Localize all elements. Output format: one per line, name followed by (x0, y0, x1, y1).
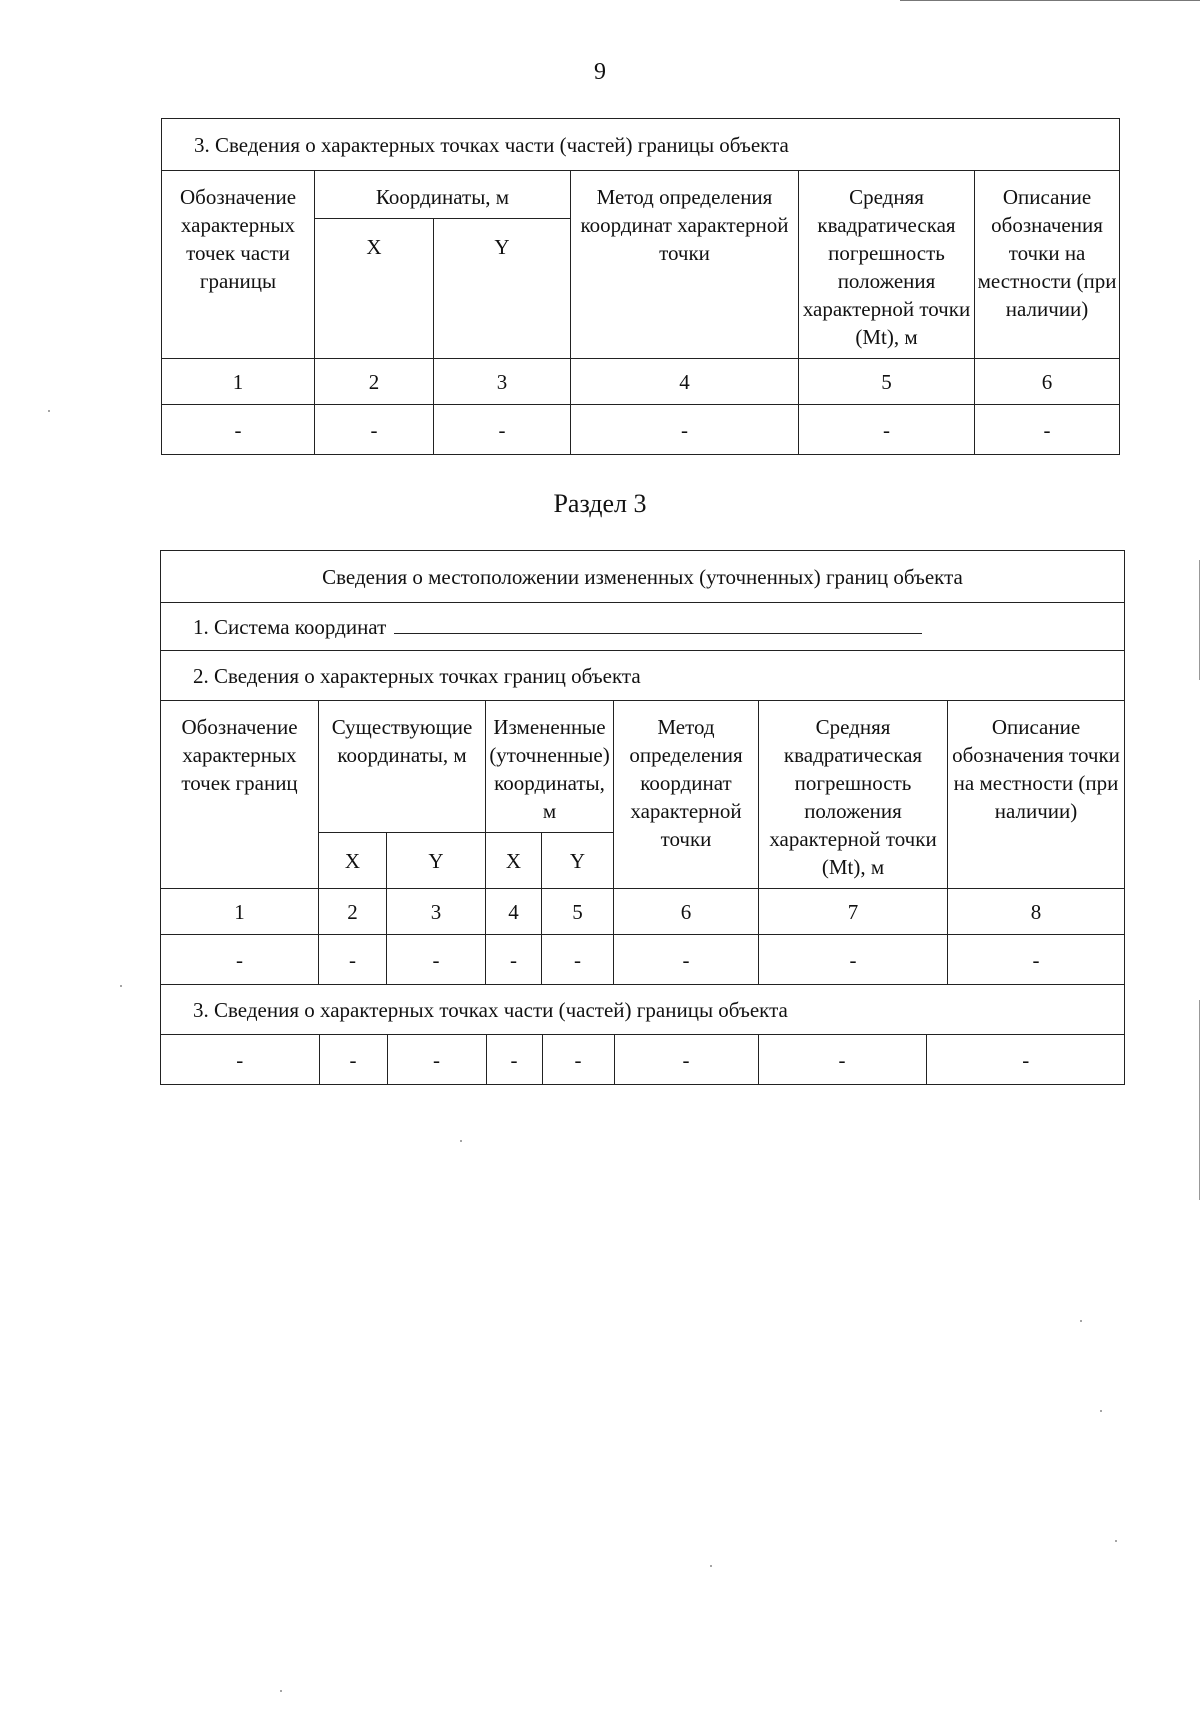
column-number: 1 (162, 359, 315, 405)
column-number: 3 (387, 889, 486, 935)
table-cell: - (387, 1035, 486, 1084)
table-row (161, 935, 1125, 985)
header-changed-coordinates: Измененные (уточненные) координаты, м (486, 701, 614, 833)
header-method: Метод определения координат характерной точки (614, 701, 759, 889)
table-cell: - (614, 935, 759, 985)
table-cell: - (162, 405, 315, 455)
scan-speck (1100, 1410, 1102, 1412)
table-cell: - (319, 1035, 387, 1084)
column-number: 5 (799, 359, 975, 405)
header-existing-y: Y (387, 833, 486, 889)
table-cell: - (161, 1035, 319, 1084)
scan-speck (1080, 1320, 1082, 1322)
scan-edge-line (900, 0, 1200, 1)
coordinate-system-row (161, 603, 1125, 651)
table-cell: - (542, 1035, 614, 1084)
header-description: Описание обозначения точки на местности (при наличии) (975, 171, 1120, 359)
table-cell: - (319, 935, 387, 985)
coordinate-system-label: 1. Система координат (193, 614, 387, 639)
column-number: 3 (434, 359, 571, 405)
table-cell: - (387, 935, 486, 985)
header-existing-x: X (319, 833, 387, 889)
table-cell: - (161, 935, 319, 985)
scan-speck (460, 1140, 462, 1142)
scan-speck (1115, 1540, 1117, 1542)
column-number: 2 (319, 889, 387, 935)
header-y: Y (434, 219, 571, 359)
table-cell: - (758, 1035, 926, 1084)
table-cell: - (799, 405, 975, 455)
column-number: 1 (161, 889, 319, 935)
part-row-table (161, 1035, 1125, 1084)
part-row-container (161, 1035, 1125, 1085)
header-designation: Обозначение характерных точек границ (161, 701, 319, 889)
header-designation: Обозначение характерных точек части границы (162, 171, 315, 359)
column-number: 6 (975, 359, 1120, 405)
table-cell: - (542, 935, 614, 985)
column-number: 8 (948, 889, 1125, 935)
table-cell: - (614, 1035, 758, 1084)
part-boundary-points-table (161, 118, 1120, 455)
scan-speck (280, 1690, 282, 1692)
column-number: 5 (542, 889, 614, 935)
column-number: 6 (614, 889, 759, 935)
header-changed-x: X (486, 833, 542, 889)
scan-speck (48, 410, 50, 412)
scan-speck (120, 985, 122, 987)
table-cell: - (571, 405, 799, 455)
table-cell: - (486, 935, 542, 985)
part-section-title: 3. Сведения о характерных точках части (частей) границы объекта (161, 985, 1125, 1035)
section-title: Раздел 3 (553, 489, 647, 518)
scan-speck (710, 1565, 712, 1567)
header-existing-coordinates: Существующие координаты, м (319, 701, 486, 833)
points-section-title: 2. Сведения о характерных точках границ объекта (161, 651, 1125, 701)
table-cell: - (975, 405, 1120, 455)
header-changed-y: Y (542, 833, 614, 889)
column-number: 4 (486, 889, 542, 935)
header-error: Средняя квадратическая погрешность положения характерной точки (Mt), м (799, 171, 975, 359)
column-number: 7 (759, 889, 948, 935)
header-coordinates: Координаты, м (315, 171, 571, 219)
table-cell: - (948, 935, 1125, 985)
table-cell: - (759, 935, 948, 985)
table-row (162, 405, 1120, 455)
table-cell: - (1022, 1047, 1030, 1072)
changed-boundaries-table (160, 550, 1125, 1085)
table-title: 3. Сведения о характерных точках части (частей) границы объекта (162, 119, 1120, 171)
header-x: X (315, 219, 434, 359)
table-cell: - (315, 405, 434, 455)
page-number: 9 (594, 59, 606, 85)
column-number: 2 (315, 359, 434, 405)
table-cell: - (486, 1035, 542, 1084)
table-title: Сведения о местоположении измененных (уточненных) границ объекта (161, 551, 1125, 603)
coordinate-system-blank-line (394, 613, 922, 634)
table-row (161, 1035, 1125, 1084)
column-number: 4 (571, 359, 799, 405)
header-description: Описание обозначения точки на местности (при наличии) (948, 701, 1125, 889)
header-error: Средняя квадратическая погрешность положения характерной точки (Mt), м (759, 701, 948, 889)
header-method: Метод определения координат характерной точки (571, 171, 799, 359)
table-cell: - (434, 405, 571, 455)
